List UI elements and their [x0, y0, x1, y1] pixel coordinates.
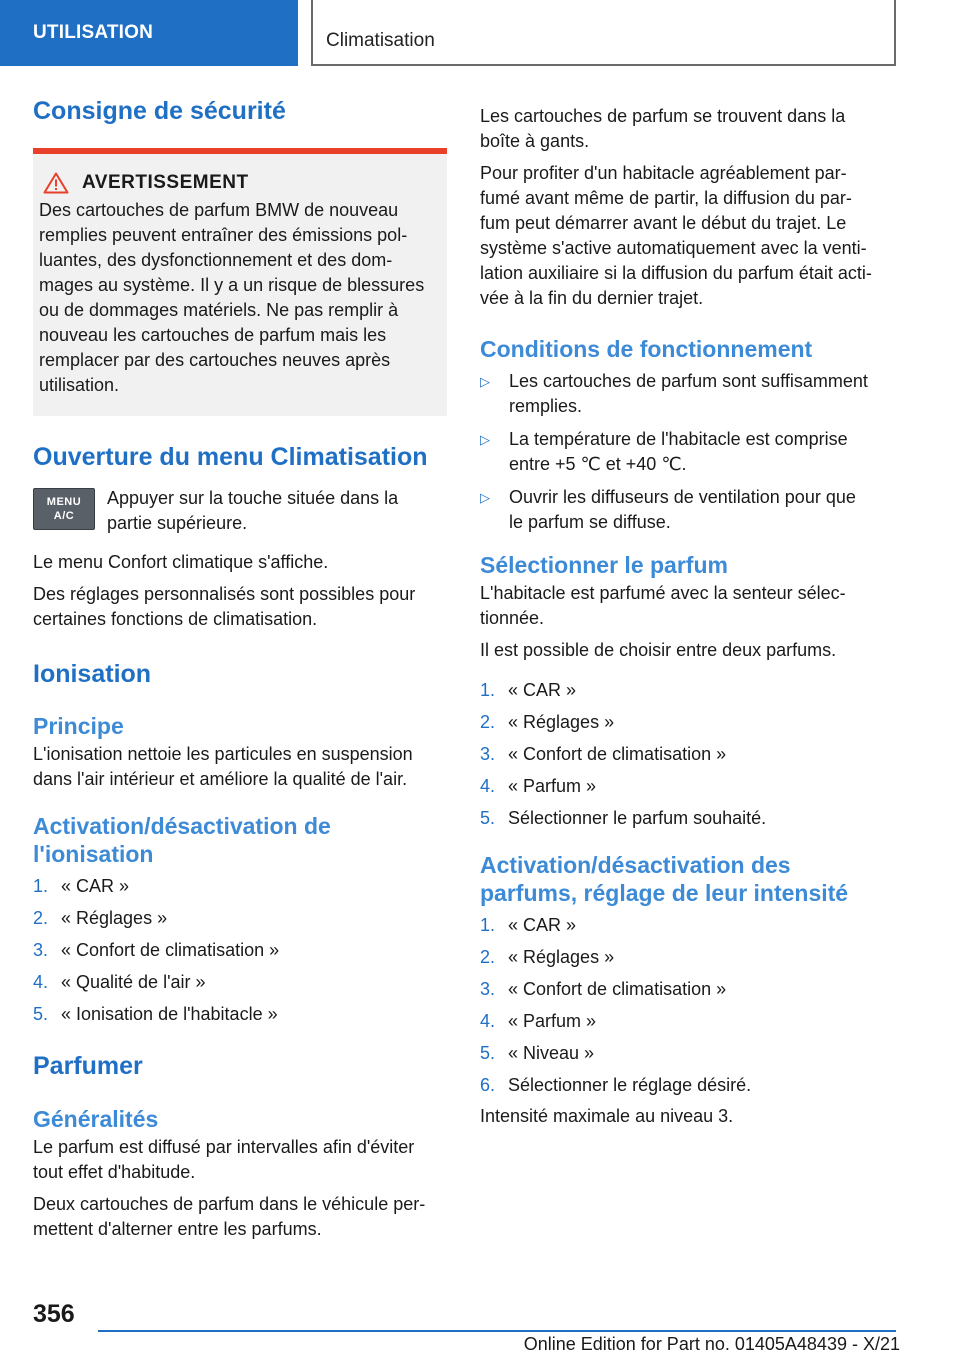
principe-title: Principe	[33, 713, 124, 739]
select-steps	[480, 678, 896, 831]
intensity-title: Activation/désactivation des parfums, réglage de leur intensité	[480, 852, 849, 906]
select-title: Sélectionner le parfum	[480, 552, 728, 578]
page-header	[0, 0, 960, 66]
ionisation-title: Ionisation	[33, 660, 152, 688]
list-item: 4. « Qualité de l'air »	[33, 972, 206, 992]
activation-title: Activation/désactivation de l'ionisation	[33, 813, 331, 867]
list-item: 4. « Parfum »	[480, 1011, 597, 1031]
triangle-bullet-icon: ▷	[480, 432, 490, 447]
chapter-label: Climatisation	[311, 0, 896, 66]
list-item: 2. « Réglages »	[480, 712, 615, 732]
list-item: 1. « CAR »	[480, 915, 577, 935]
list-item: 1. « CAR »	[33, 876, 130, 896]
conditions-list	[480, 369, 896, 535]
list-item: 4. « Parfum »	[480, 776, 597, 796]
list-item: 5. Sélectionner le parfum souhaité.	[480, 808, 767, 828]
list-item: 2. « Réglages »	[33, 908, 168, 928]
activation-steps	[33, 874, 447, 1027]
menu-instruction-text: Appuyer sur la touche située dans la partie supérieure.	[107, 488, 399, 533]
intensity-steps	[480, 913, 896, 1098]
section-label: UTILISATION	[0, 0, 298, 66]
safety-title: Consigne de sécurité	[33, 97, 286, 125]
footer-divider	[98, 1330, 896, 1332]
menu-ac-button-icon: MENU A/C	[33, 488, 95, 530]
list-item: ▷ Ouvrir les diffuseurs de ventilation pour que le parfum se diffuse.	[480, 485, 896, 535]
right-paragraph-1: Les cartouches de parfum se trouvent dans la boîte à gants.	[480, 106, 846, 151]
menu-paragraph-2: Des réglages personnalisés sont possibles pour certaines fonctions de climatisation.	[33, 584, 416, 629]
list-item: 1. « CAR »	[480, 680, 577, 700]
triangle-bullet-icon: ▷	[480, 374, 490, 389]
principe-text: L'ionisation nettoie les particules en suspension dans l'air intérieur et améliore la qualité de l'air.	[33, 744, 413, 789]
menu-instruction	[33, 486, 447, 536]
generalites-title: Généralités	[33, 1106, 159, 1132]
generalites-paragraph-2: Deux cartouches de parfum dans le véhicule per- mettent d'alterner entre les parfums.	[33, 1194, 426, 1239]
select-paragraph-2: Il est possible de choisir entre deux parfums.	[480, 640, 837, 660]
list-item: 5. « Ionisation de l'habitacle »	[33, 1004, 278, 1024]
warning-text: Des cartouches de parfum BMW de nouveau remplies peuvent entraîner des émissions pol- luantes, des dysfonctionnement et des dom- mages au système. Il y a un risque de blessures ou de dommages matériels. Ne pas remplir à nouveau les cartouches de parfum mais les remplacer par des cartouches neuves après utilisation.	[39, 200, 425, 395]
right-paragraph-2: Pour profiter d'un habitacle agréablement par- fumé avant même de partir, la diffusion du par- fum peut démarrer avant le début du trajet. Le système s'active automatiquement avec la venti- lation auxiliaire si la diffusion du parfum était acti- vée à la fin du dernier trajet.	[480, 163, 872, 308]
warning-triangle-icon	[43, 172, 69, 194]
list-item: 3. « Confort de climatisation »	[480, 744, 727, 764]
warning-header	[43, 172, 441, 194]
warning-box	[33, 148, 447, 416]
conditions-title: Conditions de fonctionnement	[480, 336, 813, 362]
select-paragraph-1: L'habitacle est parfumé avec la senteur sélec- tionnée.	[480, 583, 846, 628]
list-item: ▷ La température de l'habitacle est comprise entre +5 ℃ et +40 ℃.	[480, 427, 896, 477]
intensity-note: Intensité maximale au niveau 3.	[480, 1106, 734, 1126]
triangle-bullet-icon: ▷	[480, 490, 490, 505]
edition-label: Online Edition for Part no. 01405A48439 - X/21	[523, 1334, 900, 1354]
list-item: 5. « Niveau »	[480, 1043, 595, 1063]
list-item: 2. « Réglages »	[480, 947, 615, 967]
page-number: 356	[33, 1300, 75, 1328]
list-item: 3. « Confort de climatisation »	[33, 940, 280, 960]
list-item: ▷ Les cartouches de parfum sont suffisamment remplies.	[480, 369, 896, 419]
warning-title: AVERTISSEMENT	[82, 172, 249, 193]
menu-title: Ouverture du menu Climatisation	[33, 443, 428, 471]
left-column	[33, 96, 447, 1242]
list-item: 3. « Confort de climatisation »	[480, 979, 727, 999]
menu-paragraph-1: Le menu Confort climatique s'affiche.	[33, 552, 329, 572]
generalites-paragraph-1: Le parfum est diffusé par intervalles afin d'éviter tout effet d'habitude.	[33, 1137, 415, 1182]
parfumer-title: Parfumer	[33, 1052, 143, 1080]
right-column	[480, 104, 896, 1129]
list-item: 6. Sélectionner le réglage désiré.	[480, 1075, 752, 1095]
